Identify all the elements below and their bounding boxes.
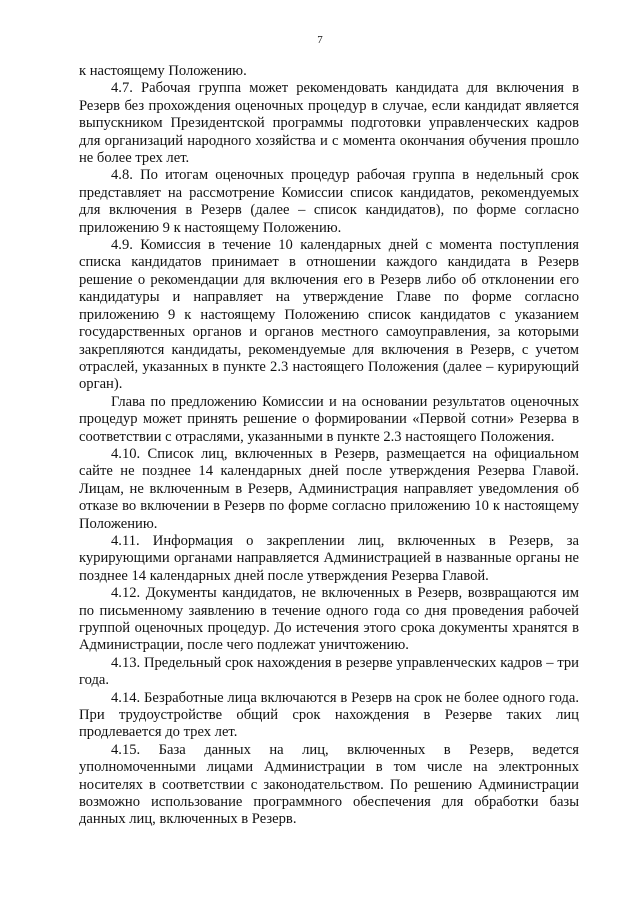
paragraph-4-8: 4.8. По итогам оценочных процедур рабочая группа в недельный срок представляет на рассмотрение Комиссии список кандидатов, рекомендуемых для включения в Резерв (далее – список кандидатов), по форме согласно приложению 9 к настоящему Положению. <box>79 167 579 236</box>
document-body <box>79 63 579 829</box>
page-number: 7 <box>317 34 323 46</box>
paragraph-4-11: 4.11. Информация о закреплении лиц, включенных в Резерв, за курирующими органами направляется Администрацией в названные органы не позднее 14 календарных дней после утверждения Резерва Главой. <box>79 532 579 584</box>
paragraph-4-7: 4.7. Рабочая группа может рекомендовать кандидата для включения в Резерв без прохождения оценочных процедур в случае, если кандидат является выпускником Президентской программы подготовки управленческих кадров для организаций народного хозяйства и с момента окончания обучения прошло не более трех лет. <box>79 80 579 167</box>
paragraph-4-12: 4.12. Документы кандидатов, не включенных в Резерв, возвращаются им по письменному заявлению в течение одного года со дня проведения рабочей группой оценочных процедур. До истечения этого срока документы хранятся в Администрации, после чего подлежат уничтожению. <box>79 585 579 654</box>
paragraph-4-14: 4.14. Безработные лица включаются в Резерв на срок не более одного года. При трудоустройстве общий срок нахождения в Резерве таких лиц продлевается до трех лет. <box>79 689 579 741</box>
paragraph-4-15: 4.15. База данных на лиц, включенных в Резерв, ведется уполномоченными лицами Администрации в том числе на электронных носителях в соответствии с законодательством. По решению Администрации возможно использование программного обеспечения для обработки базы данных лиц, включенных в Резерв. <box>79 741 579 828</box>
paragraph-4-10: 4.10. Список лиц, включенных в Резерв, размещается на официальном сайте не позднее 14 календарных дней после утверждения Резерва Главой. Лицам, не включенным в Резерв, Администрация направляет уведомления об отказе во включении в Резерв по форме согласно приложению 10 к настоящему Положению. <box>79 445 579 532</box>
paragraph-continuation: к настоящему Положению. <box>79 63 247 79</box>
paragraph-4-9: 4.9. Комиссия в течение 10 календарных дней с момента поступления списка кандидатов принимает в отношении каждого кандидата в Резерв решение о рекомендации для включения его в Резерв либо об отклонении его кандидатуры и направляет на утверждение Главе по форме согласно приложению 9 к настоящему Положению список кандидатов с указанием государственных органов и органов местного самоуправления, за которыми закрепляются кандидаты, рекомендуемые для включения в Резерв, с учетом отраслей, указанных в пункте 2.3 настоящего Положения (далее – курирующий орган). <box>79 237 579 393</box>
paragraph-4-13: 4.13. Предельный срок нахождения в резерве управленческих кадров – три года. <box>79 654 579 689</box>
paragraph-4-9-head-decision: Глава по предложению Комиссии и на основании результатов оценочных процедур может принять решение о формировании «Первой сотни» Резерва в соответствии с отраслями, указанными в пункте 2.3 настоящего Положения. <box>79 393 579 445</box>
